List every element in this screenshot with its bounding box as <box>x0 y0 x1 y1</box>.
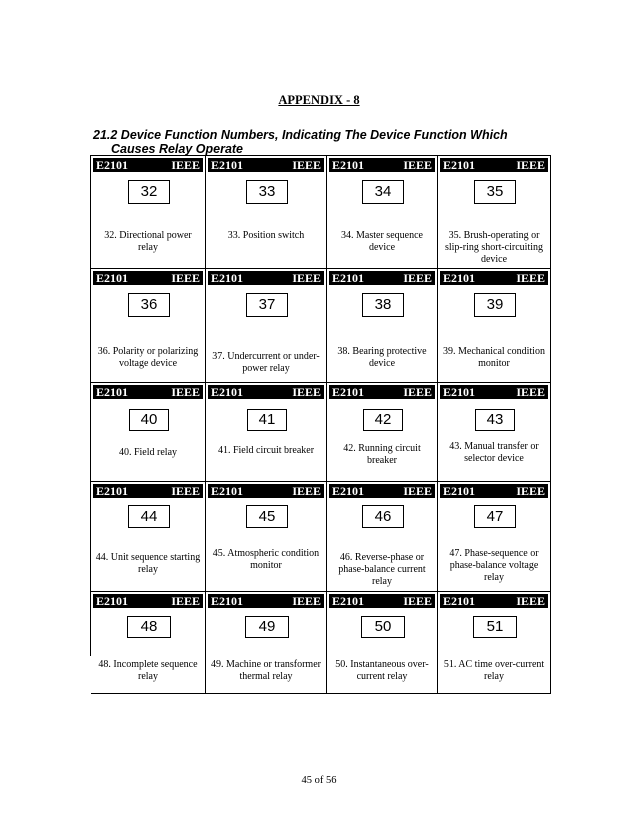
device-number-box: 38 <box>362 293 404 317</box>
header-code: E2101 <box>211 158 244 172</box>
device-number-box: 35 <box>474 180 516 204</box>
device-number-box: 37 <box>246 293 288 317</box>
section-heading-line2: Causes Relay Operate <box>111 142 244 156</box>
section-heading <box>93 128 563 156</box>
cell-header <box>329 385 435 399</box>
cell-header <box>329 594 435 608</box>
device-description: 48. Incomplete sequence relay <box>98 659 198 682</box>
device-description: 46. Reverse-phase or phase-balance current relay <box>338 552 426 587</box>
header-code: E2101 <box>332 385 365 399</box>
table-cell <box>327 269 438 383</box>
device-number-box: 41 <box>247 409 287 431</box>
header-code: E2101 <box>332 158 365 172</box>
header-standard: IEEE <box>171 594 200 608</box>
header-code: E2101 <box>443 271 476 285</box>
device-description: 51. AC time over-current relay <box>443 659 545 682</box>
cell-header <box>440 594 548 608</box>
table-cell <box>438 156 551 269</box>
page-footer: 45 of 56 <box>301 775 337 786</box>
header-standard: IEEE <box>292 385 321 399</box>
cell-header <box>93 594 203 608</box>
device-description: 45. Atmospheric condition monitor <box>212 548 320 571</box>
header-standard: IEEE <box>292 271 321 285</box>
table-cell <box>327 592 438 694</box>
device-description: 47. Phase-sequence or phase-balance voltage relay <box>449 548 539 583</box>
header-code: E2101 <box>96 484 129 498</box>
table-cell <box>327 383 438 482</box>
table-cell <box>438 269 551 383</box>
device-description: 44. Unit sequence starting relay <box>95 552 201 575</box>
cell-header <box>208 158 324 172</box>
section-heading-line1: 21.2 Device Function Numbers, Indicating The Device Function Which <box>93 128 508 142</box>
header-standard: IEEE <box>403 271 432 285</box>
table-cell <box>327 156 438 269</box>
header-code: E2101 <box>332 271 365 285</box>
header-code: E2101 <box>211 385 244 399</box>
table-cell <box>91 592 206 694</box>
table-cell <box>206 269 327 383</box>
appendix-title: APPENDIX - 8 <box>278 93 360 107</box>
header-code: E2101 <box>443 594 476 608</box>
header-standard: IEEE <box>292 594 321 608</box>
table-cell <box>91 383 206 482</box>
header-standard: IEEE <box>516 484 545 498</box>
table-cell <box>91 156 206 269</box>
device-number-box: 50 <box>361 616 405 638</box>
cell-header <box>440 158 548 172</box>
table-cell <box>91 269 206 383</box>
device-description: 36. Polarity or polarizing voltage device <box>97 346 199 369</box>
device-description: 41. Field circuit breaker <box>217 445 315 456</box>
header-code: E2101 <box>211 594 244 608</box>
header-code: E2101 <box>96 385 129 399</box>
header-code: E2101 <box>211 271 244 285</box>
header-code: E2101 <box>443 158 476 172</box>
header-standard: IEEE <box>403 484 432 498</box>
device-description: 34. Master sequence device <box>341 230 423 253</box>
table-cell <box>91 482 206 592</box>
device-description: 39. Mechanical condition monitor <box>443 346 545 369</box>
cell-header <box>93 484 203 498</box>
header-standard: IEEE <box>516 271 545 285</box>
header-standard: IEEE <box>171 158 200 172</box>
device-number-box: 42 <box>363 409 403 431</box>
device-description: 40. Field relay <box>118 447 178 458</box>
device-description: 38. Bearing protective device <box>337 346 427 369</box>
cell-header <box>208 594 324 608</box>
device-function-table <box>90 155 551 682</box>
device-number-box: 34 <box>362 180 404 204</box>
cell-header <box>329 158 435 172</box>
device-description: 32. Directional power relay <box>104 230 192 253</box>
device-number-box: 43 <box>475 409 515 431</box>
header-code: E2101 <box>332 594 365 608</box>
device-number-box: 32 <box>128 180 170 204</box>
device-description: 50. Instantaneous over-current relay <box>335 659 429 682</box>
device-number-box: 49 <box>245 616 289 638</box>
device-number-box: 46 <box>362 505 404 528</box>
header-code: E2101 <box>332 484 365 498</box>
header-code: E2101 <box>96 594 129 608</box>
device-number-box: 51 <box>473 616 517 638</box>
table-cell <box>438 482 551 592</box>
device-number-box: 39 <box>474 293 516 317</box>
device-number-box: 36 <box>128 293 170 317</box>
device-description: 37. Undercurrent or under-power relay <box>212 351 320 374</box>
cell-header <box>440 385 548 399</box>
cell-header <box>208 484 324 498</box>
table-cell <box>206 482 327 592</box>
device-description: 42. Running circuit breaker <box>343 443 421 466</box>
header-code: E2101 <box>96 271 129 285</box>
device-number-box: 48 <box>127 616 171 638</box>
header-standard: IEEE <box>516 158 545 172</box>
device-number-box: 40 <box>129 409 169 431</box>
header-code: E2101 <box>211 484 244 498</box>
cell-header <box>93 271 203 285</box>
header-code: E2101 <box>443 484 476 498</box>
header-standard: IEEE <box>516 594 545 608</box>
header-code: E2101 <box>443 385 476 399</box>
cell-header <box>440 484 548 498</box>
header-standard: IEEE <box>292 158 321 172</box>
header-standard: IEEE <box>171 385 200 399</box>
cell-header <box>329 484 435 498</box>
device-description: 49. Machine or transformer thermal relay <box>211 659 321 682</box>
cell-header <box>208 385 324 399</box>
cell-header <box>329 271 435 285</box>
device-number-box: 45 <box>246 505 288 528</box>
table-cell <box>327 482 438 592</box>
cell-header <box>93 158 203 172</box>
device-number-box: 47 <box>474 505 516 528</box>
device-number-box: 44 <box>128 505 170 528</box>
device-description: 35. Brush-operating or slip-ring short-circuiting device <box>444 230 544 265</box>
header-standard: IEEE <box>403 385 432 399</box>
cell-header <box>440 271 548 285</box>
header-standard: IEEE <box>292 484 321 498</box>
header-standard: IEEE <box>171 271 200 285</box>
header-code: E2101 <box>96 158 129 172</box>
header-standard: IEEE <box>171 484 200 498</box>
table-cell <box>206 156 327 269</box>
table-cell <box>206 383 327 482</box>
table-cell <box>438 592 551 694</box>
table-cell <box>438 383 551 482</box>
device-number-box: 33 <box>246 180 288 204</box>
header-standard: IEEE <box>403 158 432 172</box>
table-cell <box>206 592 327 694</box>
device-description: 43. Manual transfer or selector device <box>449 441 539 464</box>
cell-header <box>208 271 324 285</box>
header-standard: IEEE <box>403 594 432 608</box>
device-description: 33. Position switch <box>227 230 305 241</box>
header-standard: IEEE <box>516 385 545 399</box>
cell-header <box>93 385 203 399</box>
